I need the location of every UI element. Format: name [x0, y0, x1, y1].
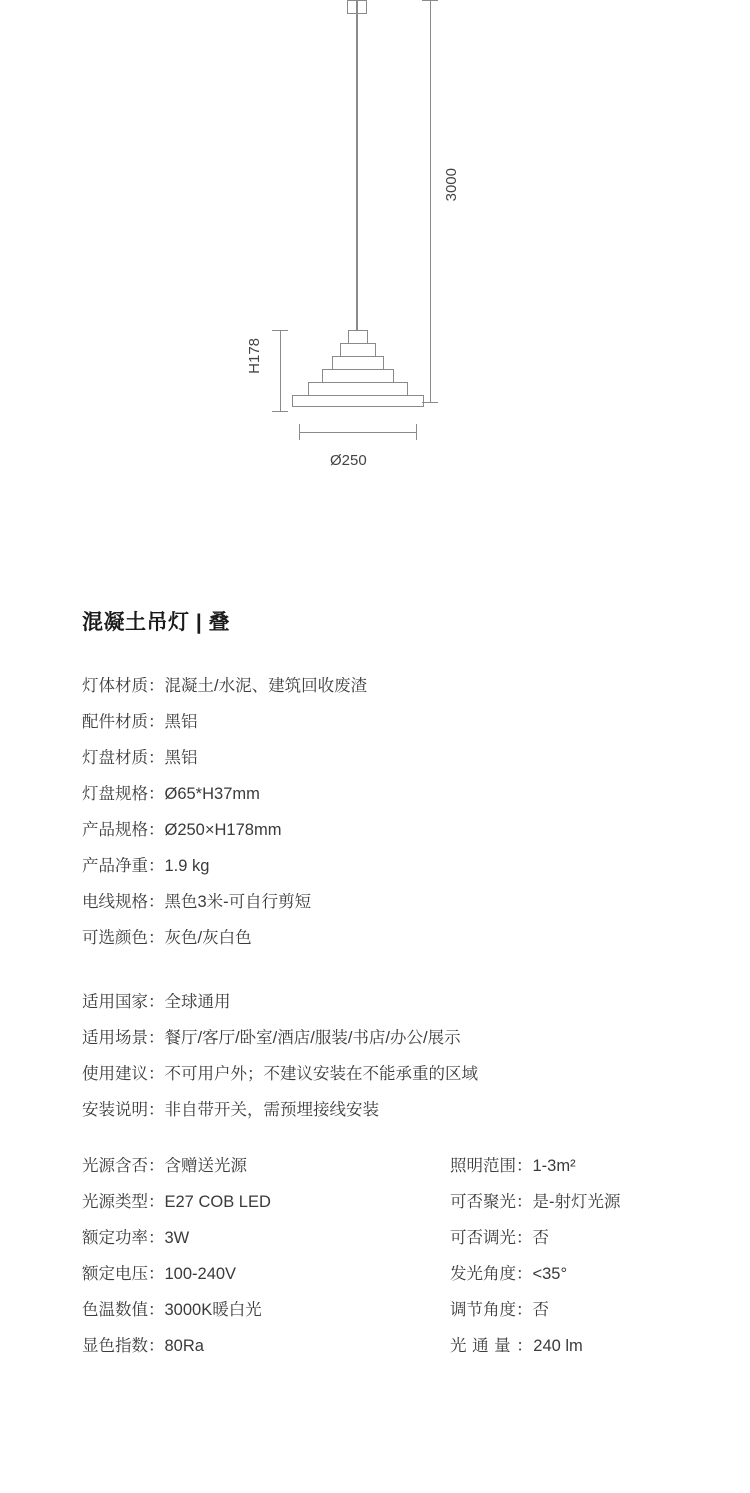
spec-row — [82, 1224, 271, 1260]
dimension-tick — [416, 424, 417, 440]
spec-row — [82, 780, 367, 816]
spec-row — [450, 1332, 621, 1368]
spec-row — [82, 1060, 478, 1096]
dimension-tick — [422, 402, 438, 403]
spec-value: 黑铝 — [164, 713, 198, 731]
spec-row — [82, 1152, 271, 1188]
spec-key: 照明范围： — [450, 1157, 533, 1175]
spec-key: 调节角度： — [450, 1301, 533, 1319]
spec-key: 光 通 量 ： — [450, 1337, 534, 1355]
page-title: 混凝土吊灯 | 叠 — [82, 611, 231, 634]
spec-row — [82, 852, 367, 888]
spec-key: 额定功率： — [82, 1229, 165, 1247]
spec-key: 发光角度： — [450, 1265, 533, 1283]
dimension-tick — [422, 0, 438, 1]
spec-value: <35° — [532, 1265, 568, 1283]
spec-row — [450, 1188, 621, 1224]
spec-value: 黑铝 — [164, 749, 198, 767]
spec-key: 产品净重： — [82, 857, 165, 875]
spec-row — [450, 1296, 621, 1332]
shade-tier — [292, 395, 424, 407]
spec-row — [82, 1096, 478, 1132]
spec-key: 灯盘规格： — [82, 785, 165, 803]
spec-value: 非自带开关，需预埋接线安装 — [164, 1101, 379, 1119]
spec-key: 灯盘材质： — [82, 749, 165, 767]
spec-row — [450, 1260, 621, 1296]
spec-key: 适用国家： — [82, 993, 165, 1011]
spec-row — [82, 888, 367, 924]
spec-value: 80Ra — [164, 1337, 204, 1355]
spec-key: 电线规格： — [82, 893, 165, 911]
spec-value: 3W — [164, 1229, 190, 1247]
spec-key: 适用场景： — [82, 1029, 165, 1047]
spec-key: 配件材质： — [82, 713, 165, 731]
spec-value: 1.9 kg — [164, 857, 210, 875]
shade-tier — [332, 356, 384, 370]
spec-key: 可否调光： — [450, 1229, 533, 1247]
dimension-label-diameter: Ø250 — [330, 452, 367, 469]
dimension-label-drop: 3000 — [443, 168, 460, 202]
spec-value: E27 COB LED — [164, 1193, 271, 1211]
spec-key: 光源类型： — [82, 1193, 165, 1211]
spec-key: 安装说明： — [82, 1101, 165, 1119]
spec-value: Ø250×H178mm — [164, 821, 282, 839]
spec-value: 100-240V — [164, 1265, 237, 1283]
spec-key: 产品规格： — [82, 821, 165, 839]
spec-row — [82, 988, 478, 1024]
spec-value: 黑色3米-可自行剪短 — [164, 893, 312, 911]
spec-value: 含赠送光源 — [164, 1157, 247, 1175]
spec-row — [82, 816, 367, 852]
spec-value: 否 — [532, 1301, 549, 1319]
suspension-cord-shape — [356, 0, 358, 336]
spec-row — [82, 1332, 271, 1368]
spec-key: 可否聚光： — [450, 1193, 533, 1211]
spec-row — [450, 1224, 621, 1260]
dimension-tick — [299, 424, 300, 440]
spec-key: 使用建议： — [82, 1065, 165, 1083]
spec-row — [82, 744, 367, 780]
spec-row — [82, 1024, 478, 1060]
dimension-tick — [272, 411, 288, 412]
spec-key: 光源含否： — [82, 1157, 165, 1175]
shade-tier — [322, 369, 394, 383]
spec-key: 色温数值： — [82, 1301, 165, 1319]
spec-row — [82, 1296, 271, 1332]
spec-group-usage — [82, 988, 478, 1132]
spec-value: Ø65*H37mm — [164, 785, 260, 803]
spec-group-material — [82, 672, 367, 960]
spec-value: 240 lm — [533, 1337, 583, 1355]
spec-value: 是-射灯光源 — [532, 1193, 621, 1211]
spec-row — [82, 672, 367, 708]
dimension-label-height: H178 — [246, 338, 263, 374]
spec-key: 显色指数： — [82, 1337, 165, 1355]
spec-key: 可选颜色： — [82, 929, 165, 947]
spec-value: 混凝土/水泥、建筑回收废渣 — [164, 677, 368, 695]
spec-group-light-left — [82, 1152, 271, 1368]
dimension-tick — [272, 330, 288, 331]
spec-value: 不可用户外；不建议安装在不能承重的区域 — [164, 1065, 478, 1083]
spec-value: 灰色/灰白色 — [164, 929, 252, 947]
spec-key: 额定电压： — [82, 1265, 165, 1283]
spec-value: 3000K暖白光 — [164, 1301, 262, 1319]
spec-row — [82, 1188, 271, 1224]
spec-value: 餐厅/客厅/卧室/酒店/服装/书店/办公/展示 — [164, 1029, 461, 1047]
spec-group-light-right — [450, 1152, 621, 1368]
shade-tier — [308, 382, 408, 396]
product-technical-drawing — [0, 0, 750, 560]
spec-value: 全球通用 — [164, 993, 231, 1011]
spec-row — [82, 924, 367, 960]
shade-tier — [340, 343, 376, 357]
dimension-line-height — [280, 330, 281, 412]
spec-row — [82, 1260, 271, 1296]
spec-row — [450, 1152, 621, 1188]
dimension-line-diameter — [299, 432, 417, 433]
spec-value: 1-3m² — [532, 1157, 576, 1175]
shade-neck-shape — [348, 330, 368, 344]
dimension-line-drop — [430, 0, 431, 402]
spec-row — [82, 708, 367, 744]
spec-value: 否 — [532, 1229, 549, 1247]
stacked-shade-shape — [290, 330, 425, 412]
spec-key: 灯体材质： — [82, 677, 165, 695]
